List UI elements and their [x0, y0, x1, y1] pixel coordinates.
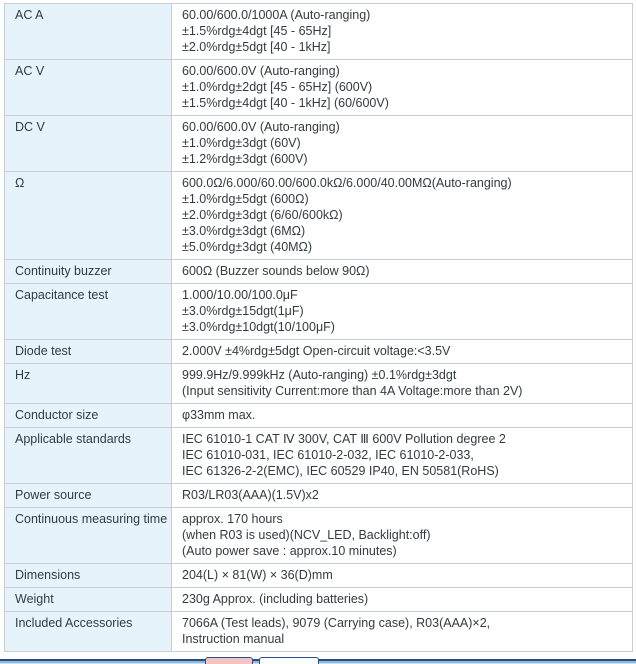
spec-value: [172, 284, 633, 340]
spec-row: [5, 284, 633, 340]
spec-value-line: ±1.5%rdg±4dgt [45 - 65Hz]: [182, 24, 332, 38]
spec-value-line: 60.00/600.0V (Auto-ranging): [182, 120, 340, 134]
spec-value-line: ±1.0%rdg±5dgt (600Ω): [182, 192, 309, 206]
spec-label: Hz: [5, 364, 172, 404]
spec-row: [5, 340, 633, 364]
spec-value-line: 999.9Hz/9.999kHz (Auto-ranging) ±0.1%rdg±3dgt: [182, 368, 457, 382]
spec-label: Continuous measuring time: [5, 508, 172, 564]
spec-row: [5, 116, 633, 172]
spec-value: [172, 612, 633, 652]
spec-label: Included Accessories: [5, 612, 172, 652]
spec-row: [5, 508, 633, 564]
spec-value-line: ±5.0%rdg±3dgt (40MΩ): [182, 240, 313, 254]
spec-value-line: 230g Approx. (including batteries): [182, 592, 369, 606]
spec-value: [172, 564, 633, 588]
spec-value-line: 60.00/600.0V (Auto-ranging): [182, 64, 340, 78]
spec-value-line: ±2.0%rdg±5dgt [40 - 1kHz]: [182, 40, 331, 54]
spec-value: [172, 404, 633, 428]
spec-label: Power source: [5, 484, 172, 508]
spec-value-line: R03/LR03(AAA)(1.5V)x2: [182, 488, 319, 502]
spec-label: Capacitance test: [5, 284, 172, 340]
spec-value: [172, 484, 633, 508]
spec-row: [5, 364, 633, 404]
spec-value-line: 60.00/600.0/1000A (Auto-ranging): [182, 8, 371, 22]
spec-value-line: IEC 61010-1 CAT Ⅳ 300V, CAT Ⅲ 600V Pollution degree 2: [182, 432, 506, 446]
spec-value-line: 1.000/10.00/100.0μF: [182, 288, 298, 302]
spec-label: Dimensions: [5, 564, 172, 588]
spec-table: [4, 3, 633, 652]
spec-row: [5, 260, 633, 284]
spec-value: [172, 60, 633, 116]
spec-label: Applicable standards: [5, 428, 172, 484]
spec-value-line: ±1.5%rdg±4dgt [40 - 1kHz] (60/600V): [182, 96, 389, 110]
spec-value: [172, 340, 633, 364]
spec-value-line: 2.000V ±4%rdg±5dgt Open-circuit voltage:<3.5V: [182, 344, 451, 358]
spec-value: [172, 260, 633, 284]
spec-value-line: Instruction manual: [182, 632, 285, 646]
spec-value-line: IEC 61010-031, IEC 61010-2-032, IEC 61010-2-033,: [182, 448, 474, 462]
spec-value: [172, 508, 633, 564]
spec-label: Conductor size: [5, 404, 172, 428]
spec-value-line: 600.0Ω/6.000/60.00/600.0kΩ/6.000/40.00MΩ(Auto-ranging): [182, 176, 512, 190]
spec-label: AC A: [5, 4, 172, 60]
spec-row: [5, 404, 633, 428]
spec-value-line: approx. 170 hours: [182, 512, 283, 526]
spec-value: [172, 4, 633, 60]
spec-label: DC V: [5, 116, 172, 172]
spec-label: Diode test: [5, 340, 172, 364]
spec-row: [5, 484, 633, 508]
spec-label: AC V: [5, 60, 172, 116]
spec-value-line: (when R03 is used)(NCV_LED, Backlight:off): [182, 528, 431, 542]
spec-value: [172, 428, 633, 484]
spec-value-line: φ33mm max.: [182, 408, 256, 422]
spec-value: [172, 172, 633, 260]
bottom-tab-pink[interactable]: [205, 657, 253, 664]
spec-row: [5, 588, 633, 612]
spec-row: [5, 4, 633, 60]
bottom-tab-white[interactable]: [259, 657, 319, 664]
spec-value-line: ±3.0%rdg±3dgt (6MΩ): [182, 224, 306, 238]
spec-value-line: (Input sensitivity Current:more than 4A Voltage:more than 2V): [182, 384, 523, 398]
spec-label: Weight: [5, 588, 172, 612]
spec-value-line: ±1.0%rdg±3dgt (60V): [182, 136, 301, 150]
spec-value-line: ±3.0%rdg±10dgt(10/100μF): [182, 320, 335, 334]
spec-row: [5, 172, 633, 260]
spec-value-line: IEC 61326-2-2(EMC), IEC 60529 IP40, EN 50581(RoHS): [182, 464, 499, 478]
spec-row: [5, 60, 633, 116]
spec-label: Ω: [5, 172, 172, 260]
spec-value-line: ±1.0%rdg±2dgt [45 - 65Hz] (600V): [182, 80, 373, 94]
spec-value-line: ±2.0%rdg±3dgt (6/60/600kΩ): [182, 208, 343, 222]
spec-row: [5, 612, 633, 652]
spec-value: [172, 364, 633, 404]
spec-value: [172, 588, 633, 612]
spec-value-line: ±3.0%rdg±15dgt(1μF): [182, 304, 304, 318]
spec-value: [172, 116, 633, 172]
spec-row: [5, 428, 633, 484]
spec-row: [5, 564, 633, 588]
spec-value-line: 600Ω (Buzzer sounds below 90Ω): [182, 264, 370, 278]
spec-value-line: 204(L) × 81(W) × 36(D)mm: [182, 568, 333, 582]
spec-value-line: ±1.2%rdg±3dgt (600V): [182, 152, 308, 166]
spec-table-body: [5, 4, 633, 652]
spec-value-line: 7066A (Test leads), 9079 (Carrying case), R03(AAA)×2,: [182, 616, 491, 630]
spec-value-line: (Auto power save : approx.10 minutes): [182, 544, 397, 558]
spec-label: Continuity buzzer: [5, 260, 172, 284]
